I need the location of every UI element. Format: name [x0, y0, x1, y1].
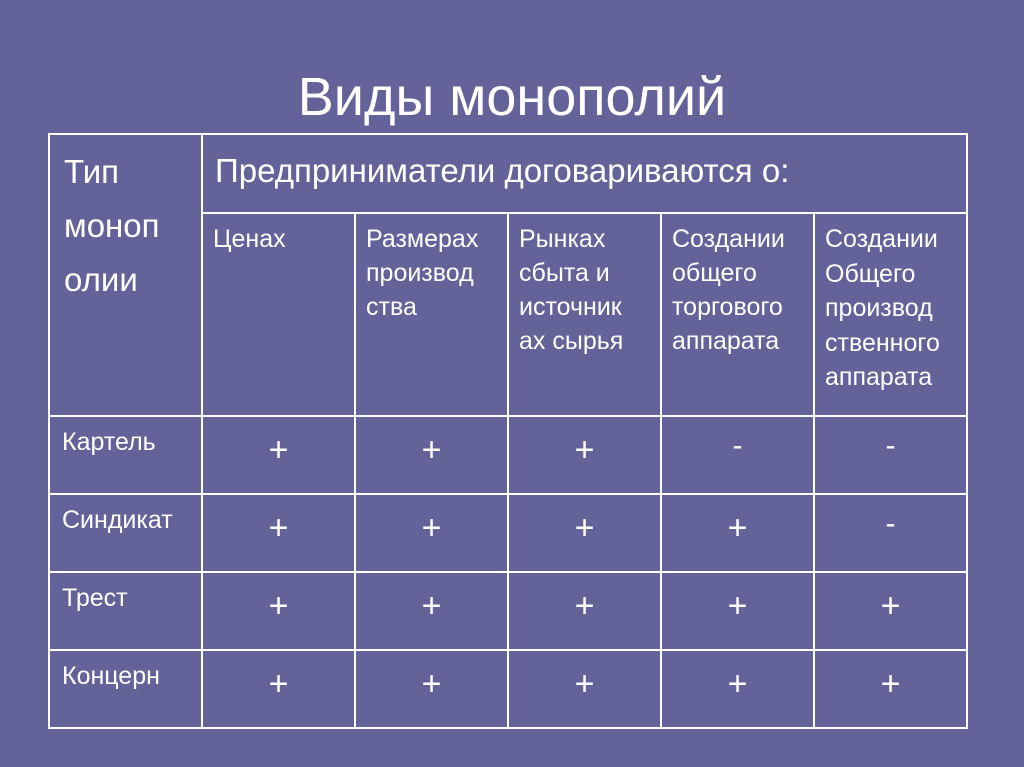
group-header-cell: [202, 134, 967, 213]
sub-header-prices: [202, 213, 355, 416]
sub-header-text: Создании общего торгового аппарата: [672, 225, 785, 355]
table-row: [49, 416, 967, 494]
table-row: [49, 494, 967, 572]
table-row: [49, 650, 967, 728]
mark-cell: +: [508, 416, 661, 494]
corner-header-text: Тип моноп олии: [64, 153, 160, 298]
sub-header-markets: [508, 213, 661, 416]
mark-cell: +: [202, 416, 355, 494]
mark-cell: +: [661, 572, 814, 650]
sub-header-production-volume: [355, 213, 508, 416]
row-name-cell: Синдикат: [49, 494, 202, 572]
sub-header-trade-apparatus: [661, 213, 814, 416]
mark-cell: +: [202, 650, 355, 728]
mark-cell: +: [202, 494, 355, 572]
sub-header-text: Размерах производ ства: [366, 225, 479, 321]
mark-cell: -: [661, 416, 814, 494]
mark-cell: +: [355, 494, 508, 572]
mark-cell: +: [355, 572, 508, 650]
mark-cell: +: [355, 416, 508, 494]
row-name-cell: Концерн: [49, 650, 202, 728]
monopoly-types-table: [48, 133, 968, 729]
mark-cell: +: [202, 572, 355, 650]
mark-cell: +: [508, 572, 661, 650]
mark-cell: +: [355, 650, 508, 728]
table-row: [49, 572, 967, 650]
row-name-cell: Картель: [49, 416, 202, 494]
mark-cell: +: [508, 494, 661, 572]
mark-cell: -: [814, 494, 967, 572]
page-title: Виды монополий: [297, 67, 727, 127]
sub-header-text: Рынках сбыта и источник ах сырья: [519, 225, 624, 355]
row-name-cell: Трест: [49, 572, 202, 650]
corner-header-cell: [49, 134, 202, 416]
mark-cell: +: [814, 650, 967, 728]
sub-header-production-apparatus: [814, 213, 967, 416]
mark-cell: +: [661, 494, 814, 572]
group-header-text: Предприниматели договариваются о:: [215, 152, 790, 189]
sub-header-text: Ценах: [213, 225, 286, 253]
mark-cell: +: [814, 572, 967, 650]
sub-header-text: Создании Общего производ ственного аппарата: [825, 225, 940, 391]
mark-cell: +: [508, 650, 661, 728]
mark-cell: -: [814, 416, 967, 494]
mark-cell: +: [661, 650, 814, 728]
